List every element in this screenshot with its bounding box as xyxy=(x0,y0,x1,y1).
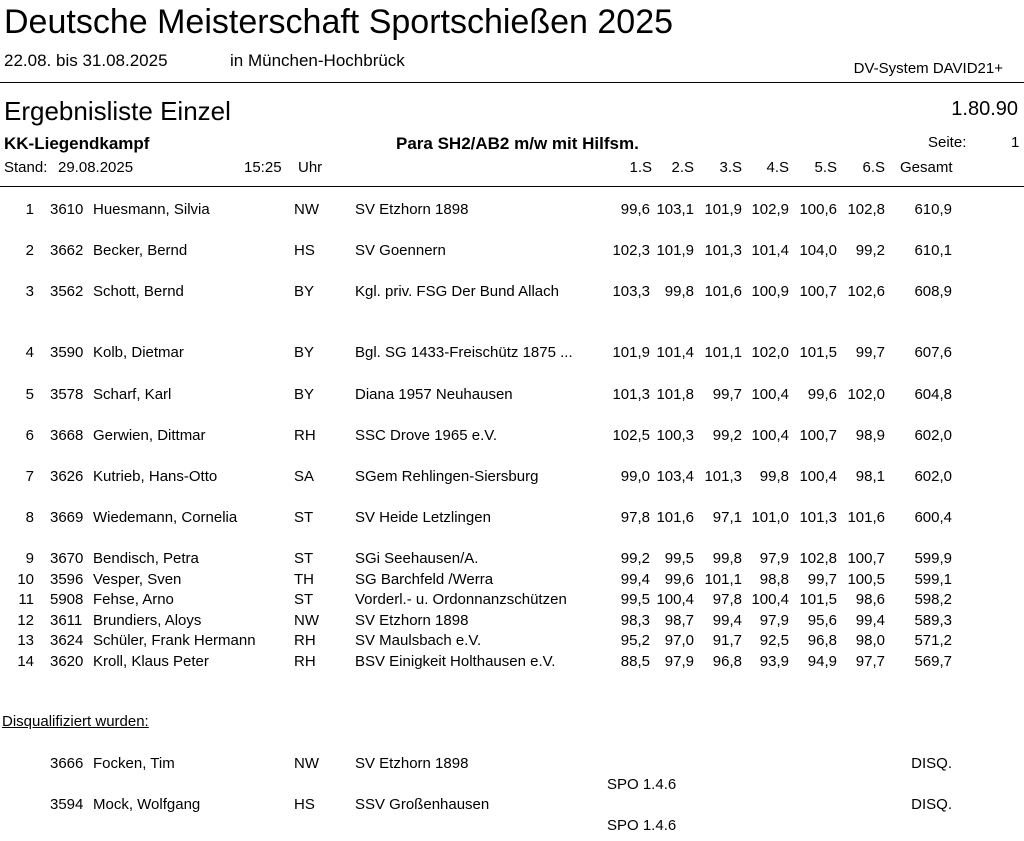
total-cell: 598,2 xyxy=(914,591,952,608)
start-number-cell: 3626 xyxy=(50,468,84,485)
table-header-divider xyxy=(0,186,1024,187)
rule-reference: SPO 1.4.6 xyxy=(607,817,677,834)
shooter-name-cell: Schott, Bernd xyxy=(93,283,184,300)
table-row xyxy=(0,386,1024,404)
total-cell: 610,9 xyxy=(914,201,952,218)
series-5-cell: 102,8 xyxy=(799,550,837,567)
table-row xyxy=(0,242,1024,260)
series-2-cell: 103,4 xyxy=(656,468,694,485)
rule-reference: SPO 1.4.6 xyxy=(607,776,677,793)
rank-cell: 13 xyxy=(17,632,34,649)
series-3-cell: 101,9 xyxy=(704,201,742,218)
shooter-name-cell: Mock, Wolfgang xyxy=(93,796,201,813)
discipline-name: KK-Liegendkampf xyxy=(4,134,150,153)
rank-cell: 10 xyxy=(17,571,34,588)
column-header-total: Gesamt xyxy=(900,159,953,176)
total-cell: 569,7 xyxy=(914,653,952,670)
table-row xyxy=(0,427,1024,445)
series-5-cell: 100,6 xyxy=(799,201,837,218)
series-3-cell: 101,1 xyxy=(704,571,742,588)
series-6-cell: 100,5 xyxy=(847,571,885,588)
shooter-name-cell: Scharf, Karl xyxy=(93,386,172,403)
shooter-name-cell: Schüler, Frank Hermann xyxy=(93,632,256,649)
shooter-name-cell: Vesper, Sven xyxy=(93,571,182,588)
series-4-cell: 97,9 xyxy=(759,612,789,629)
disqualified-heading: Disqualifiziert wurden: xyxy=(2,713,149,730)
version-number: 1.80.90 xyxy=(951,98,1018,120)
series-3-cell: 91,7 xyxy=(712,632,742,649)
club-cell: BSV Einigkeit Holthausen e.V. xyxy=(355,653,556,670)
state-cell: TH xyxy=(294,571,314,588)
state-cell: ST xyxy=(294,509,314,526)
series-2-cell: 97,0 xyxy=(664,632,694,649)
series-3-cell: 99,7 xyxy=(712,386,742,403)
series-3-cell: 99,4 xyxy=(712,612,742,629)
start-number-cell: 3662 xyxy=(50,242,84,259)
series-1-cell: 99,5 xyxy=(620,591,650,608)
series-6-cell: 97,7 xyxy=(855,653,885,670)
series-4-cell: 101,0 xyxy=(751,509,789,526)
state-cell: ST xyxy=(294,591,314,608)
series-6-cell: 98,0 xyxy=(855,632,885,649)
state-cell: ST xyxy=(294,550,314,567)
state-cell: NW xyxy=(294,755,319,772)
stand-date: 29.08.2025 xyxy=(58,159,134,176)
column-header-series-5: 5.S xyxy=(814,159,837,176)
series-1-cell: 101,3 xyxy=(612,386,650,403)
series-5-cell: 101,5 xyxy=(799,344,837,361)
start-number-cell: 3596 xyxy=(50,571,84,588)
total-cell: 600,4 xyxy=(914,509,952,526)
state-cell: HS xyxy=(294,242,315,259)
column-header-series-4: 4.S xyxy=(766,159,789,176)
state-cell: BY xyxy=(294,344,315,361)
series-6-cell: 101,6 xyxy=(847,509,885,526)
rank-cell: 12 xyxy=(17,612,34,629)
rank-cell: 14 xyxy=(17,653,34,670)
table-row xyxy=(0,468,1024,486)
series-2-cell: 99,6 xyxy=(664,571,694,588)
state-cell: BY xyxy=(294,386,315,403)
club-cell: SV Etzhorn 1898 xyxy=(355,201,469,218)
club-cell: Diana 1957 Neuhausen xyxy=(355,386,513,403)
series-4-cell: 97,9 xyxy=(759,550,789,567)
series-2-cell: 101,9 xyxy=(656,242,694,259)
series-4-cell: 99,8 xyxy=(759,468,789,485)
shooter-name-cell: Huesmann, Silvia xyxy=(93,201,210,218)
club-cell: Kgl. priv. FSG Der Bund Allach xyxy=(355,283,559,300)
stand-label: Stand: xyxy=(4,159,48,176)
total-cell: 571,2 xyxy=(914,632,952,649)
series-6-cell: 102,0 xyxy=(847,386,885,403)
header-divider xyxy=(0,82,1024,83)
club-cell: SV Maulsbach e.V. xyxy=(355,632,482,649)
club-cell: SGem Rehlingen-Siersburg xyxy=(355,468,539,485)
rank-cell: 8 xyxy=(25,509,34,526)
series-6-cell: 100,7 xyxy=(847,550,885,567)
series-6-cell: 98,1 xyxy=(855,468,885,485)
page-label: Seite: xyxy=(928,134,967,151)
start-number-cell: 5908 xyxy=(50,591,84,608)
series-1-cell: 101,9 xyxy=(612,344,650,361)
series-2-cell: 101,8 xyxy=(656,386,694,403)
series-5-cell: 101,3 xyxy=(799,509,837,526)
start-number-cell: 3620 xyxy=(50,653,84,670)
start-number-cell: 3578 xyxy=(50,386,84,403)
series-3-cell: 101,3 xyxy=(704,468,742,485)
series-5-cell: 101,5 xyxy=(799,591,837,608)
total-cell: 610,1 xyxy=(914,242,952,259)
total-cell: 604,8 xyxy=(914,386,952,403)
shooter-name-cell: Kroll, Klaus Peter xyxy=(93,653,209,670)
series-4-cell: 102,0 xyxy=(751,344,789,361)
rank-cell: 7 xyxy=(25,468,34,485)
series-6-cell: 102,6 xyxy=(847,283,885,300)
series-5-cell: 100,7 xyxy=(799,283,837,300)
series-1-cell: 99,6 xyxy=(620,201,650,218)
series-4-cell: 100,4 xyxy=(751,591,789,608)
series-2-cell: 97,9 xyxy=(664,653,694,670)
series-1-cell: 99,4 xyxy=(620,571,650,588)
series-2-cell: 100,3 xyxy=(656,427,694,444)
series-6-cell: 99,7 xyxy=(855,344,885,361)
series-3-cell: 99,8 xyxy=(712,550,742,567)
table-row xyxy=(0,653,1024,671)
series-3-cell: 101,3 xyxy=(704,242,742,259)
series-2-cell: 100,4 xyxy=(656,591,694,608)
club-cell: SV Etzhorn 1898 xyxy=(355,612,469,629)
series-4-cell: 102,9 xyxy=(751,201,789,218)
rank-cell: 3 xyxy=(25,283,34,300)
total-cell: 599,1 xyxy=(914,571,952,588)
event-location: in München-Hochbrück xyxy=(230,51,405,70)
state-cell: BY xyxy=(294,283,315,300)
series-4-cell: 100,4 xyxy=(751,427,789,444)
series-5-cell: 104,0 xyxy=(799,242,837,259)
shooter-name-cell: Wiedemann, Cornelia xyxy=(93,509,238,526)
scoring-system: DV-System DAVID21+ xyxy=(853,60,1003,77)
series-2-cell: 101,4 xyxy=(656,344,694,361)
table-row xyxy=(0,632,1024,650)
table-row xyxy=(0,509,1024,527)
series-5-cell: 99,6 xyxy=(807,386,837,403)
rank-cell: 2 xyxy=(25,242,34,259)
series-4-cell: 98,8 xyxy=(759,571,789,588)
disqualification-status: DISQ. xyxy=(911,796,952,813)
table-row xyxy=(0,550,1024,568)
series-4-cell: 93,9 xyxy=(759,653,789,670)
rank-cell: 1 xyxy=(25,201,34,218)
club-cell: SV Heide Letzlingen xyxy=(355,509,491,526)
total-cell: 589,3 xyxy=(914,612,952,629)
series-6-cell: 98,6 xyxy=(855,591,885,608)
series-6-cell: 98,9 xyxy=(855,427,885,444)
start-number-cell: 3590 xyxy=(50,344,84,361)
column-header-series-3: 3.S xyxy=(719,159,742,176)
series-3-cell: 101,6 xyxy=(704,283,742,300)
stand-time: 15:25 xyxy=(244,159,282,176)
table-row xyxy=(0,612,1024,630)
series-3-cell: 96,8 xyxy=(712,653,742,670)
start-number-cell: 3670 xyxy=(50,550,84,567)
start-number-cell: 3669 xyxy=(50,509,84,526)
total-cell: 599,9 xyxy=(914,550,952,567)
start-number-cell: 3624 xyxy=(50,632,84,649)
table-row xyxy=(0,201,1024,219)
series-3-cell: 101,1 xyxy=(704,344,742,361)
series-6-cell: 102,8 xyxy=(847,201,885,218)
series-1-cell: 95,2 xyxy=(620,632,650,649)
series-5-cell: 100,7 xyxy=(799,427,837,444)
rank-cell: 6 xyxy=(25,427,34,444)
class-name: Para SH2/AB2 m/w mit Hilfsm. xyxy=(396,134,639,153)
series-3-cell: 97,8 xyxy=(712,591,742,608)
state-cell: RH xyxy=(294,427,316,444)
series-1-cell: 88,5 xyxy=(620,653,650,670)
table-row xyxy=(0,283,1024,301)
series-5-cell: 99,7 xyxy=(807,571,837,588)
series-4-cell: 100,9 xyxy=(751,283,789,300)
series-1-cell: 97,8 xyxy=(620,509,650,526)
series-2-cell: 99,5 xyxy=(664,550,694,567)
rank-cell: 11 xyxy=(18,591,34,608)
series-1-cell: 102,3 xyxy=(612,242,650,259)
shooter-name-cell: Brundiers, Aloys xyxy=(93,612,202,629)
series-4-cell: 100,4 xyxy=(751,386,789,403)
shooter-name-cell: Focken, Tim xyxy=(93,755,175,772)
rank-cell: 5 xyxy=(25,386,34,403)
disqualification-status: DISQ. xyxy=(911,755,952,772)
total-cell: 602,0 xyxy=(914,468,952,485)
disqualified-row xyxy=(0,755,1024,773)
event-title: Deutsche Meisterschaft Sportschießen 2025 xyxy=(4,3,674,41)
state-cell: HS xyxy=(294,796,315,813)
total-cell: 608,9 xyxy=(914,283,952,300)
state-cell: NW xyxy=(294,612,319,629)
series-2-cell: 99,8 xyxy=(664,283,694,300)
series-1-cell: 103,3 xyxy=(612,283,650,300)
club-cell: SV Etzhorn 1898 xyxy=(355,755,469,772)
state-cell: RH xyxy=(294,653,316,670)
shooter-name-cell: Kutrieb, Hans-Otto xyxy=(93,468,218,485)
series-4-cell: 92,5 xyxy=(759,632,789,649)
start-number-cell: 3668 xyxy=(50,427,84,444)
shooter-name-cell: Gerwien, Dittmar xyxy=(93,427,206,444)
club-cell: SV Goennern xyxy=(355,242,446,259)
column-header-series-1: 1.S xyxy=(629,159,652,176)
state-cell: RH xyxy=(294,632,316,649)
series-2-cell: 101,6 xyxy=(656,509,694,526)
series-1-cell: 99,0 xyxy=(620,468,650,485)
club-cell: SSV Großenhausen xyxy=(355,796,490,813)
club-cell: Bgl. SG 1433-Freischütz 1875 ... xyxy=(355,344,573,361)
series-5-cell: 100,4 xyxy=(799,468,837,485)
series-1-cell: 99,2 xyxy=(620,550,650,567)
total-cell: 607,6 xyxy=(914,344,952,361)
column-header-series-6: 6.S xyxy=(862,159,885,176)
series-5-cell: 95,6 xyxy=(807,612,837,629)
state-cell: SA xyxy=(294,468,315,485)
series-1-cell: 98,3 xyxy=(620,612,650,629)
series-3-cell: 99,2 xyxy=(712,427,742,444)
series-5-cell: 96,8 xyxy=(807,632,837,649)
total-cell: 602,0 xyxy=(914,427,952,444)
state-cell: NW xyxy=(294,201,319,218)
rank-cell: 4 xyxy=(25,344,34,361)
rank-cell: 9 xyxy=(25,550,34,567)
shooter-name-cell: Bendisch, Petra xyxy=(93,550,199,567)
start-number-cell: 3610 xyxy=(50,201,84,218)
club-cell: Vorderl.- u. Ordonnanzschützen xyxy=(355,591,567,608)
list-title: Ergebnisliste Einzel xyxy=(4,96,231,126)
start-number-cell: 3562 xyxy=(50,283,84,300)
column-header-series-2: 2.S xyxy=(671,159,694,176)
shooter-name-cell: Fehse, Arno xyxy=(93,591,174,608)
shooter-name-cell: Becker, Bernd xyxy=(93,242,188,259)
series-4-cell: 101,4 xyxy=(751,242,789,259)
start-number-cell: 3666 xyxy=(50,755,84,772)
time-unit: Uhr xyxy=(298,159,323,176)
event-dates: 22.08. bis 31.08.2025 xyxy=(4,51,168,70)
series-2-cell: 103,1 xyxy=(656,201,694,218)
series-6-cell: 99,2 xyxy=(855,242,885,259)
shooter-name-cell: Kolb, Dietmar xyxy=(93,344,184,361)
table-row xyxy=(0,571,1024,589)
disqualified-row xyxy=(0,796,1024,814)
table-row xyxy=(0,591,1024,609)
series-1-cell: 102,5 xyxy=(612,427,650,444)
series-2-cell: 98,7 xyxy=(664,612,694,629)
club-cell: SG Barchfeld /Werra xyxy=(355,571,494,588)
series-5-cell: 94,9 xyxy=(807,653,837,670)
start-number-cell: 3611 xyxy=(50,612,83,629)
series-3-cell: 97,1 xyxy=(712,509,742,526)
series-6-cell: 99,4 xyxy=(855,612,885,629)
club-cell: SSC Drove 1965 e.V. xyxy=(355,427,498,444)
table-row xyxy=(0,344,1024,362)
page-number: 1 xyxy=(1011,134,1020,151)
club-cell: SGi Seehausen/A. xyxy=(355,550,479,567)
start-number-cell: 3594 xyxy=(50,796,84,813)
